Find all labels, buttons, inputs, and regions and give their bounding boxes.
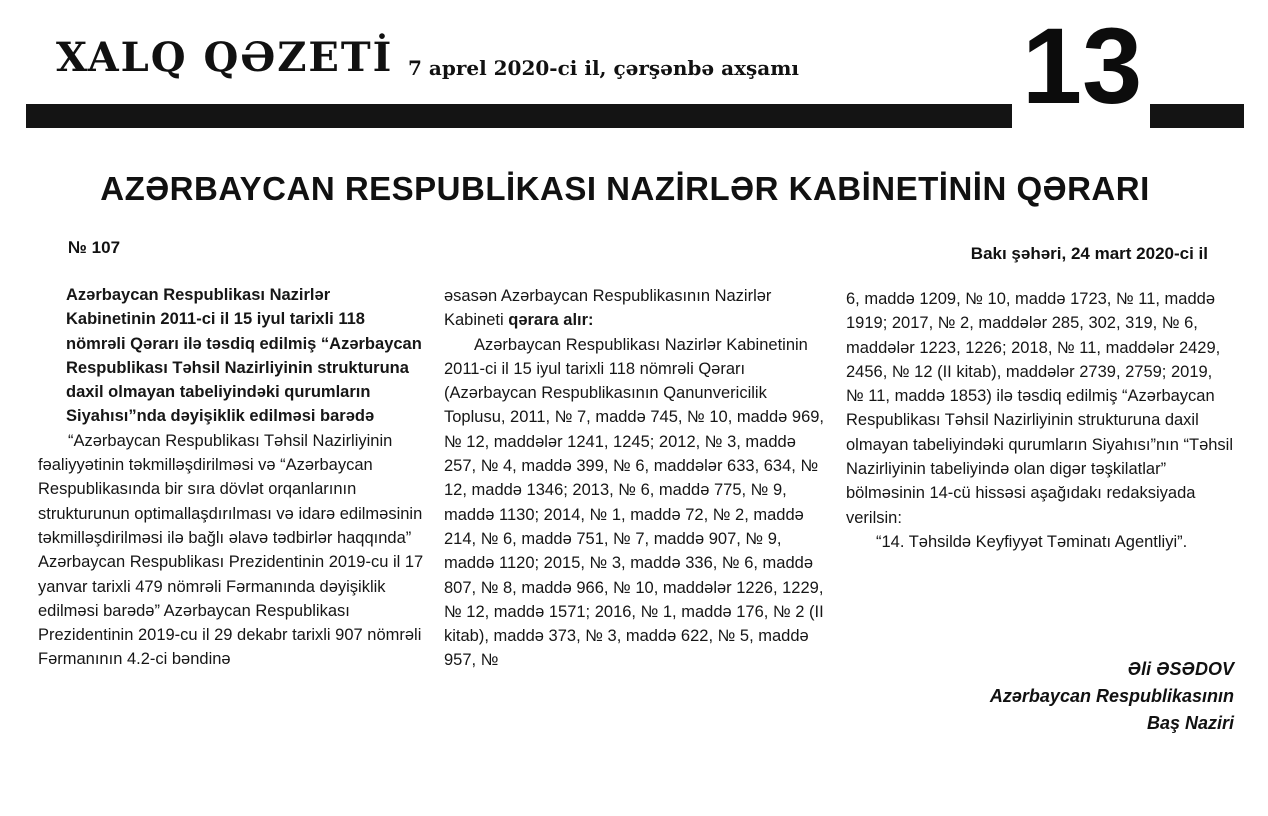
decision-phrase: qərara alır: (508, 311, 594, 330)
preamble-continuation (444, 284, 824, 333)
header-rule-tail (1150, 104, 1244, 128)
header-rule (26, 104, 1012, 128)
issue-date: 7 aprel 2020-ci il, çərşənbə axşamı (408, 56, 799, 80)
decree-number: № 107 (68, 238, 121, 257)
decision-paragraph: Azərbaycan Respublikası Nazirlər Kabinetinin 2011-ci il 15 iyul tarixli 118 nömrəli Qərarı (Azərbaycan Respublikasının Qanunvericilik Toplusu, 2011, № 7, maddə 745, № 10, maddə 969, № 12, maddələr 1241, 1245; 2012, № 3, maddə 257, № 4, maddə 399, № 6, maddələr 633, 634, № 12, maddə 1346; 2013, № 6, maddə 775, № 9, maddə 1130; 2014, № 1, maddə 72, № 2, maddə 214, № 6, maddə 751, № 7, maddə 907, № 9, maddə 1120; 2015, № 3, maddə 336, № 6, maddə 807, № 8, maddə 966, № 10, maddələr 1226, 1229, № 12, maddə 1571; 2016, № 1, maddə 176, № 2 (II kitab), maddə 373, № 3, maddə 622, № 5, maddə 957, № (444, 335, 825, 670)
signature-block (990, 656, 1234, 737)
article-column-2 (444, 284, 824, 673)
place-and-date: Bakı şəhəri, 24 mart 2020-ci il (970, 244, 1208, 263)
amended-item-quote: “14. Təhsildə Keyfiyyət Təminatı Agentliyi”. (876, 532, 1188, 551)
signatory-title-line-1: Azərbaycan Respublikasının (989, 686, 1234, 706)
newspaper-title: XALQ QƏZETİ (56, 34, 394, 81)
signatory-name: Əli ƏSƏDOV (1127, 659, 1234, 679)
preamble-paragraph: “Azərbaycan Respublikası Təhsil Nazirliyinin fəaliyyətinin təkmilləşdirilməsi və “Azərbaycan Respublikasında bir sıra dövlət orqanlarının strukturunun optimallaşdırılması və idarə edilməsinin təkmilləşdirilməsi ilə bağlı əlavə tədbirlər haqqında” Azərbaycan Respublikası Prezidentinin 2019-cu il 17 yanvar tarixli 479 nömrəli Fərmanında dəyişiklik edilməsi barədə” Azərbaycan Respublikası Prezidentinin 2019-cu il 29 dekabr tarixli 907 nömrəli Fərmanının 4.2-ci bəndinə (38, 431, 424, 669)
signatory-title-line-2: Baş Naziri (1146, 713, 1234, 733)
preamble-continuation-text: əsasən Azərbaycan Respublikasının Nazirlər Kabineti (444, 287, 772, 330)
document-headline: AZƏRBAYCAN RESPUBLİKASI NAZİRLƏR KABİNETİNİN QƏRARI (100, 170, 1150, 207)
decision-paragraph-continuation: 6, maddə 1209, № 10, maddə 1723, № 11, maddə 1919; 2017, № 2, maddələr 285, 302, 319, № 6, maddələr 1223, 1226; 2018, № 11, maddələr 2429, 2456, № 12 (II kitab), maddələr 2739, 2759; 2019, № 11, maddə 1853) ilə təsdiq edilmiş “Azərbaycan Respublikası Təhsil Nazirliyinin strukturuna daxil olmayan tabeliyindəki qurumların Siyahısı”nın “Təhsil Nazirliyinin tabeliyində olan digər təşkilatlar” bölməsinin 14-cü hissəsi aşağıdakı redaksiyada verilsin: (846, 290, 1234, 527)
article-column-3 (846, 287, 1234, 554)
decree-title: Azərbaycan Respublikası Nazirlər Kabinetinin 2011-ci il 15 iyul tarixli 118 nömrəli Qərarı ilə təsdiq edilmiş “Azərbaycan Respublikası Təhsil Nazirliyinin strukturuna daxil olmayan tabeliyindəki qurumların Siyahısı”nda dəyişiklik edilməsi barədə (66, 286, 422, 426)
article-column-1 (38, 283, 424, 672)
page-number: 13 (1022, 5, 1143, 126)
